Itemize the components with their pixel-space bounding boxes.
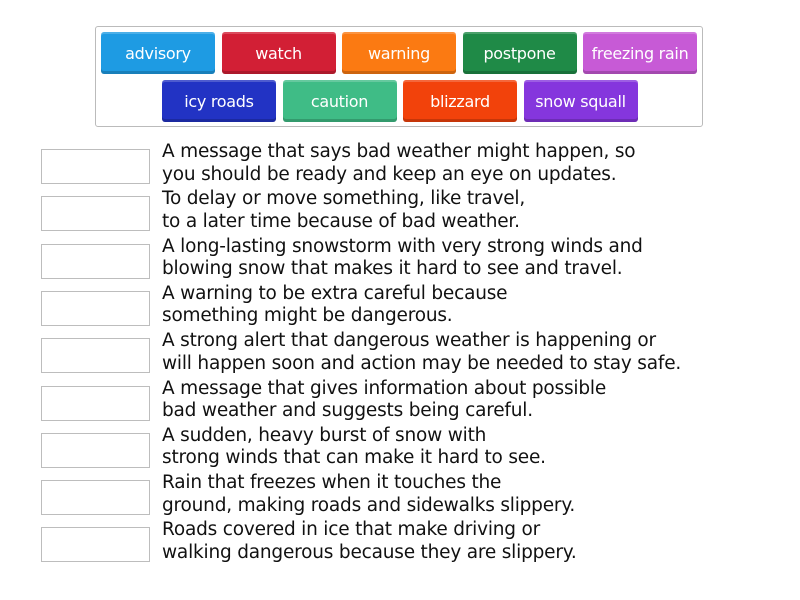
definition-line: A strong alert that dangerous weather is happening or — [162, 330, 656, 352]
word-tile-freezing-rain[interactable]: freezing rain — [583, 32, 697, 74]
definition-line: A message that says bad weather might happen, so — [162, 141, 636, 162]
definition-line: A long-lasting snowstorm with very strong winds and — [162, 235, 643, 257]
word-tile-warning[interactable]: warning — [342, 32, 456, 74]
definition-line: A warning to be extra careful because — [162, 282, 508, 304]
definition-text — [162, 188, 525, 233]
definition-line: you should be ready and keep an eye on updates. — [162, 163, 617, 185]
definition-row — [41, 190, 781, 237]
definition-text — [162, 236, 643, 281]
definition-row — [41, 521, 781, 568]
definition-text — [162, 330, 681, 375]
definition-line: A sudden, heavy burst of snow with — [162, 424, 487, 446]
definition-line: bad weather and suggests being careful. — [162, 400, 533, 421]
answer-drop-box[interactable] — [41, 338, 150, 373]
definition-row — [41, 235, 781, 285]
answer-drop-box[interactable] — [41, 480, 150, 515]
definition-line: Rain that freezes when it touches the — [162, 472, 502, 494]
definition-line: blowing snow that makes it hard to see and travel. — [162, 258, 623, 280]
definition-row — [41, 332, 781, 379]
definition-line: something might be dangerous. — [162, 305, 453, 327]
definition-line: A message that gives information about possible — [162, 377, 606, 399]
word-tile-snow-squall[interactable]: snow squall — [524, 80, 638, 122]
definition-line: to a later time because of bad weather. — [162, 210, 520, 232]
definition-text — [162, 378, 606, 423]
definition-line: walking dangerous because they are slippery. — [162, 541, 577, 563]
word-tile-postpone[interactable]: postpone — [463, 32, 577, 74]
definition-text — [162, 425, 546, 470]
answer-drop-box[interactable] — [41, 196, 150, 231]
answer-drop-box[interactable] — [41, 386, 150, 421]
definition-text — [162, 519, 577, 564]
word-tile-advisory[interactable]: advisory — [101, 32, 215, 74]
definition-text — [162, 141, 635, 186]
definition-text — [162, 283, 507, 328]
word-tile-watch[interactable]: watch — [222, 32, 336, 74]
answer-drop-box[interactable] — [41, 291, 150, 326]
definition-row — [41, 424, 781, 474]
word-tile-caution[interactable]: caution — [283, 80, 397, 122]
answer-drop-box[interactable] — [41, 149, 150, 184]
definition-row — [41, 474, 781, 521]
word-tile-blizzard[interactable]: blizzard — [403, 80, 517, 122]
word-bank — [95, 26, 703, 127]
definition-text — [162, 472, 575, 517]
definition-line: Roads covered in ice that make driving or — [162, 519, 541, 541]
definition-row — [41, 282, 781, 332]
answer-drop-box[interactable] — [41, 244, 150, 279]
definition-line: ground, making roads and sidewalks slippery. — [162, 494, 576, 516]
definition-line: strong winds that can make it hard to see. — [162, 447, 546, 469]
word-tile-icy-roads[interactable]: icy roads — [162, 80, 276, 122]
definition-row — [41, 377, 781, 427]
definition-row — [41, 143, 781, 190]
definition-line: will happen soon and action may be needed to stay safe. — [162, 352, 682, 374]
answer-drop-box[interactable] — [41, 433, 150, 468]
definition-line: To delay or move something, like travel, — [162, 188, 525, 210]
answer-drop-box[interactable] — [41, 527, 150, 562]
